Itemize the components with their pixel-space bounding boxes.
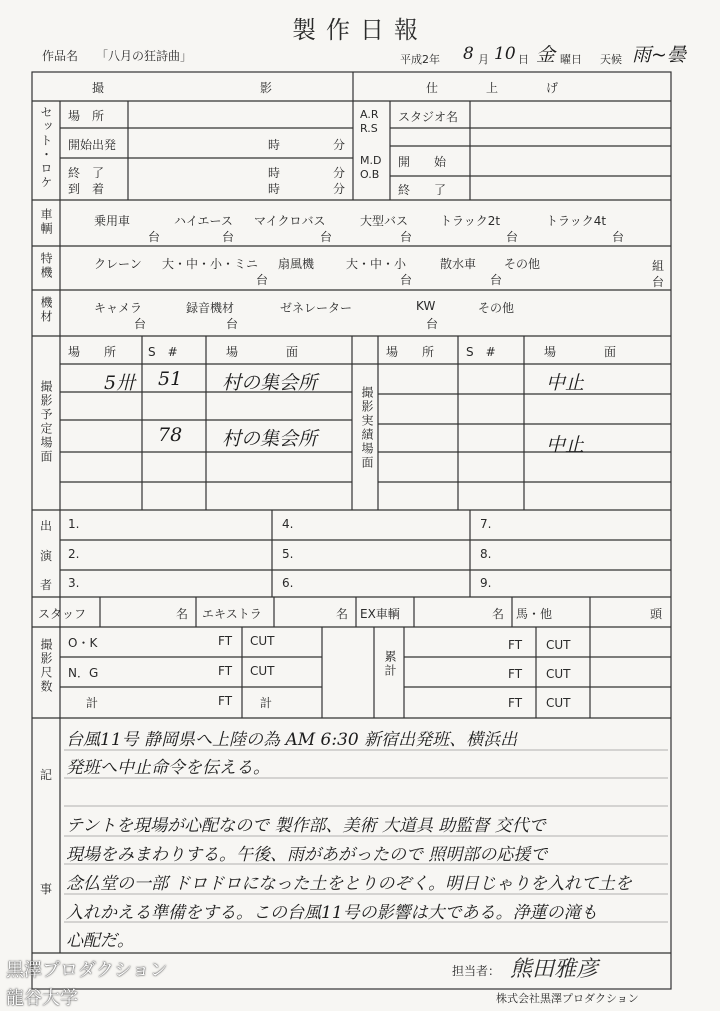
depart-label: 開始出発 [68, 138, 117, 152]
end-label: 終 了 [68, 166, 105, 180]
ng-cut: CUT [250, 664, 275, 678]
vehicle-microbus: マイクロバス [254, 214, 326, 228]
vehicle-truck4: トラック4t [546, 214, 607, 228]
actual-scene-1: 中止 [546, 372, 585, 394]
vehicle-truck2: トラック2t [440, 214, 501, 228]
total-ft: FT [218, 694, 233, 708]
crane-unit: 台 [256, 273, 269, 287]
cast-slot-1: 1. [68, 517, 80, 531]
person-label: 担当者： [452, 964, 501, 978]
note-line-7: 心配だ。 [66, 931, 134, 951]
watermark-line-2: 龍谷大学 [6, 988, 78, 1009]
cast-label-3: 者 [40, 578, 53, 592]
work-title: 「八月の狂詩曲」 [96, 49, 193, 63]
shoot-header: 撮 影 [92, 81, 273, 95]
cum-cut-2: CUT [546, 667, 571, 681]
kw-label: KW [416, 299, 436, 313]
report-title: 製作日報 [292, 16, 428, 44]
notes-label-1: 記 [40, 768, 53, 782]
actual-col-scene: 場 面 [544, 345, 617, 359]
planned-s-1: 51 [158, 368, 183, 390]
fan-sizes: 大・中・小 [346, 257, 407, 271]
horse-label: 馬・他 [516, 607, 553, 621]
crane-label: クレーン [94, 257, 142, 271]
total-cut: 計 [260, 696, 273, 710]
setloc-label: セット・ロケ [39, 106, 53, 190]
ex-car-unit: 名 [492, 607, 505, 621]
water-unit: 台 [490, 273, 503, 287]
note-line-2: 発班へ中止命令を伝える。 [66, 758, 270, 778]
kw-unit: 台 [426, 317, 439, 331]
extra-name-unit: 名 [336, 607, 349, 621]
planned-scenes-label: 撮影予定場面 [39, 380, 53, 464]
note-line-5: 念仏堂の一部 ドロドロになった土をとりのぞく。明日じゃりを入れて土を [66, 874, 633, 894]
ok-ft: FT [218, 634, 233, 648]
cast-slot-3: 3. [68, 576, 80, 590]
cast-slot-8: 8. [480, 547, 492, 561]
horse-unit: 頭 [650, 607, 663, 621]
depart-hour: 時 [268, 138, 281, 152]
ar-rs-label: A.R R.S [360, 108, 379, 135]
vehicle-unit-6: 台 [612, 230, 625, 244]
start-label: 開 始 [398, 155, 447, 169]
recorder-label: 録音機材 [186, 301, 235, 315]
staff-name-unit: 名 [176, 607, 189, 621]
finish-header: 仕 上 げ [426, 81, 559, 95]
planned-col-s: S # [148, 345, 178, 359]
camera-label: キャメラ [94, 301, 143, 315]
fan-label: 扇風機 [278, 257, 315, 271]
end-hour: 時 [268, 166, 281, 180]
date-month: 8 [463, 44, 474, 64]
water-truck-label: 散水車 [440, 257, 477, 271]
cast-label-2: 演 [40, 549, 53, 563]
company-name: 株式会社黒澤プロダクション [496, 992, 639, 1005]
equipment-label: 機材 [39, 296, 53, 324]
vehicle-unit-3: 台 [320, 230, 333, 244]
arrive-minute: 分 [333, 182, 346, 196]
note-line-6: 入れかえる準備をする。この台風11号の影響は大である。浄蓮の滝も [66, 903, 598, 923]
actual-col-place: 場 所 [386, 345, 435, 359]
note-line-1: 台風11号 静岡県へ上陸の為 AM 6:30 新宿出発班、横浜出 [66, 730, 518, 750]
planned-s-2: 78 [158, 424, 183, 446]
special-group: 組 [652, 259, 665, 273]
date-day: 10 [494, 44, 516, 64]
depart-minute: 分 [333, 138, 346, 152]
watermark-line-1: 黒澤プロダクション [6, 960, 168, 981]
ng-label: N．G [68, 666, 99, 680]
planned-col-scene: 場 面 [226, 345, 299, 359]
vehicle-hiace: ハイエース [174, 214, 233, 228]
extra-label: エキストラ [202, 607, 262, 621]
note-line-3: テントを現場が心配なので 製作部、美術 大道具 助監督 交代で [66, 816, 546, 836]
special-other-unit: 台 [652, 275, 665, 289]
special-other: その他 [504, 257, 541, 271]
fan-unit: 台 [400, 273, 413, 287]
vehicle-unit-4: 台 [400, 230, 413, 244]
vehicle-car: 乗用車 [94, 214, 131, 228]
actual-scenes-label: 撮影実績場面 [360, 386, 374, 470]
planned-scene-2: 村の集会所 [222, 428, 318, 450]
special-label: 特機 [39, 252, 53, 280]
camera-unit: 台 [134, 317, 147, 331]
cum-ft-2: FT [508, 667, 523, 681]
vehicle-unit-2: 台 [222, 230, 235, 244]
arrive-label: 到 着 [68, 182, 105, 196]
end-minute: 分 [333, 166, 346, 180]
planned-place-1: 5卅 [104, 372, 136, 394]
ok-label: O・K [68, 636, 98, 650]
weather-label: 天候 [600, 53, 622, 66]
arrive-hour: 時 [268, 182, 281, 196]
ex-car-label: EX車輌 [360, 607, 400, 621]
planned-scene-1: 村の集会所 [222, 372, 318, 394]
note-line-4: 現場をみまわりする。午後、雨があがったので 照明部の応援で [66, 845, 548, 865]
ng-ft: FT [218, 664, 233, 678]
staff-label: スタッフ [38, 607, 87, 621]
place-label: 場 所 [68, 109, 105, 123]
person-name: 熊田雅彦 [510, 957, 599, 982]
studio-label: スタジオ名 [398, 110, 459, 124]
equipment-other: その他 [478, 301, 515, 315]
weather-value: 雨~曇 [632, 44, 686, 66]
day-unit: 日 [518, 53, 529, 66]
ok-cut: CUT [250, 634, 275, 648]
vehicles-label: 車輌 [39, 208, 53, 236]
cast-slot-6: 6. [282, 576, 294, 590]
finish-label: 終 了 [398, 183, 447, 197]
total-label: 計 [86, 696, 99, 710]
recorder-unit: 台 [226, 317, 239, 331]
cum-ft-1: FT [508, 638, 523, 652]
footage-label: 撮影尺数 [39, 638, 53, 694]
crane-sizes: 大・中・小・ミニ [162, 257, 259, 271]
cum-cut-1: CUT [546, 638, 571, 652]
weekday-value: 金 [536, 44, 556, 66]
cast-label-1: 出 [40, 519, 53, 533]
cast-slot-4: 4. [282, 517, 294, 531]
md-ob-label: M.D O.B [360, 154, 382, 181]
vehicle-unit-1: 台 [148, 230, 161, 244]
cast-slot-5: 5. [282, 547, 294, 561]
cast-slot-2: 2. [68, 547, 80, 561]
vehicle-unit-5: 台 [506, 230, 519, 244]
vehicle-bus: 大型バス [360, 214, 409, 228]
cast-slot-7: 7. [480, 517, 492, 531]
work-label: 作品名 [42, 49, 79, 63]
date-era: 平成2年 [400, 53, 440, 66]
notes-label-2: 事 [40, 882, 53, 896]
cum-cut-3: CUT [546, 696, 571, 710]
weekday-unit: 曜日 [560, 53, 582, 66]
actual-scene-2: 中止 [546, 434, 585, 456]
generator-label: ゼネレーター [280, 301, 353, 315]
cast-slot-9: 9. [480, 576, 492, 590]
cumulative-label: 累計 [383, 650, 397, 678]
planned-col-place: 場 所 [68, 345, 117, 359]
month-unit: 月 [478, 53, 489, 66]
cum-ft-3: FT [508, 696, 523, 710]
actual-col-s: S # [466, 345, 496, 359]
